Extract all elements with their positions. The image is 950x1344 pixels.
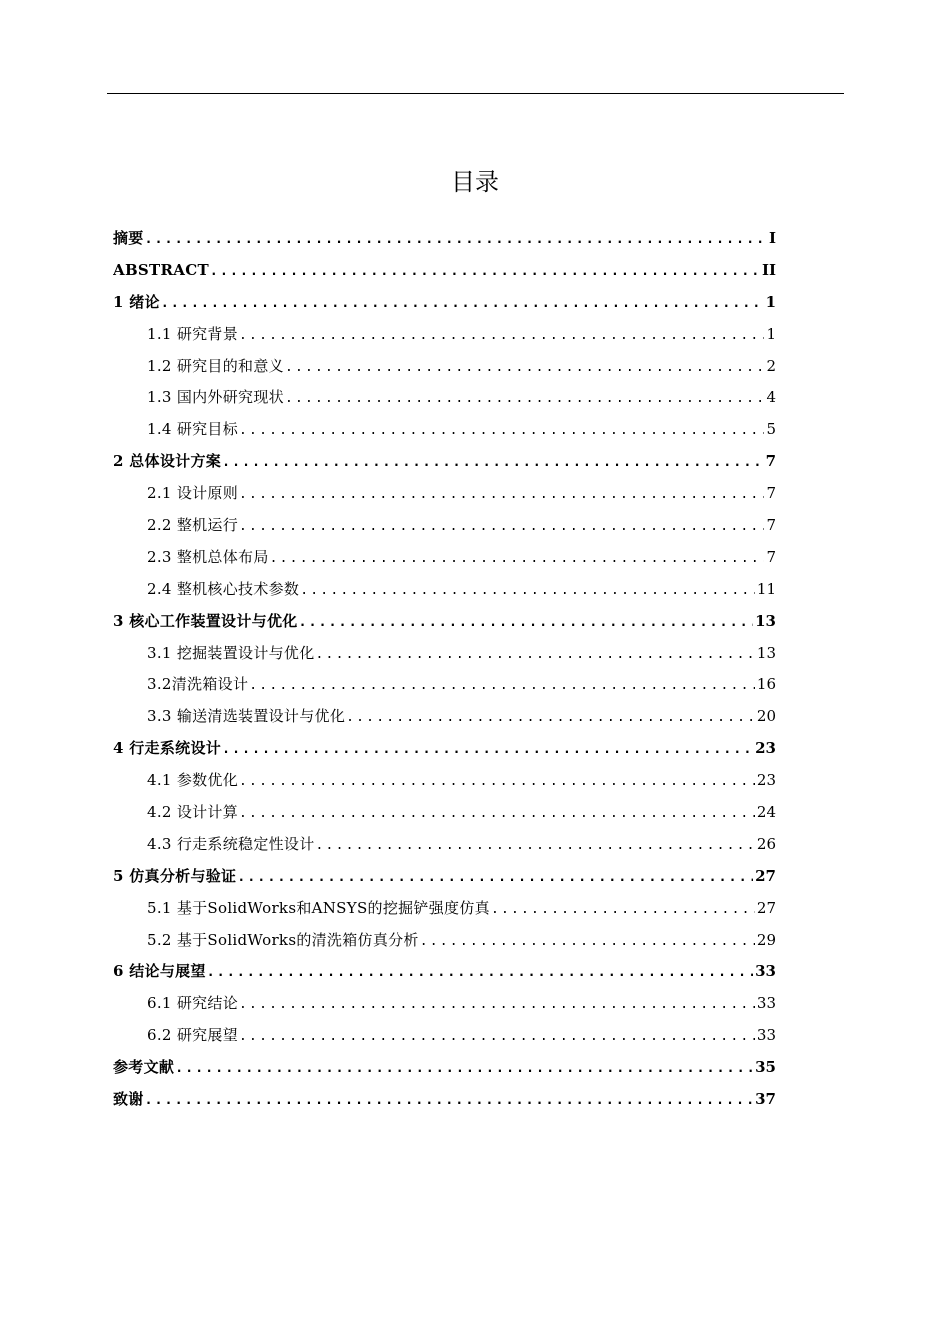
toc-dot-leader [239,798,755,829]
toc-entry-page: 1 [765,292,776,311]
toc-entry-page: 33 [755,962,776,981]
toc-entry-label: 3.1 挖掘装置设计与优化 [147,643,315,662]
toc-entry-page: 23 [755,739,776,758]
toc-entry[interactable] [113,829,776,861]
toc-entry[interactable] [113,223,776,255]
toc-entry-label: 5 仿真分析与验证 [113,866,237,885]
toc-entry[interactable] [113,1020,776,1052]
toc-entry-label: 2.1 设计原则 [147,484,239,503]
toc-entry-label: 4 行走系统设计 [113,739,222,758]
toc-entry-page: 26 [756,834,776,853]
toc-dot-leader [239,766,755,797]
toc-dot-leader [145,224,767,255]
toc-entry-label: 3 核心工作装置设计与优化 [113,611,298,630]
toc-dot-leader [175,1053,753,1084]
toc-entry-page: 33 [756,1026,776,1045]
toc-entry-page: 16 [756,675,776,694]
toc-dot-leader [420,926,755,957]
toc-entry[interactable] [113,638,776,670]
toc-entry-page: 7 [765,452,776,471]
toc-entry[interactable] [113,893,776,925]
toc-entry[interactable] [113,574,776,606]
toc-entry-label: 1.3 国内外研究现状 [147,388,284,407]
toc-dot-leader [237,862,753,893]
toc-entry-label: 4.3 行走系统稳定性设计 [147,834,315,853]
toc-entry-label: 3.3 输送清选装置设计与优化 [147,707,346,726]
toc-entry[interactable] [113,733,776,765]
toc-entry-page: 24 [756,803,776,822]
toc-entry-page: 35 [755,1058,776,1077]
toc-dot-leader [239,1021,755,1052]
toc-entry-label: 参考文献 [113,1058,175,1077]
toc-dot-leader [316,830,755,861]
toc-entry-label: 2.4 整机核心技术参数 [147,579,300,598]
toc-entry[interactable] [113,510,776,542]
toc-entry[interactable] [113,925,776,957]
toc-dot-leader [316,639,755,670]
toc-entry[interactable] [113,701,776,733]
toc-entry-page: 20 [756,707,776,726]
toc-dot-leader [239,415,764,446]
toc-entry[interactable] [113,669,776,701]
toc-entry[interactable] [113,956,776,988]
toc-entry-label: 致谢 [113,1090,144,1109]
toc-entry-label: ABSTRACT [113,260,209,279]
toc-dot-leader [346,702,755,733]
toc-entry-page: 7 [766,547,776,566]
toc-entry-label: 5.2 基于SolidWorks的清洗箱仿真分析 [147,930,419,949]
toc-dot-leader [210,256,760,287]
toc-entry-page: I [768,229,776,247]
toc-entry-label: 4.2 设计计算 [147,803,239,822]
toc-entry-page: 27 [756,898,776,917]
toc-entry[interactable] [113,797,776,829]
toc-entry-page: 5 [766,420,776,439]
toc-entry[interactable] [113,765,776,797]
page-title: 目录 [451,168,499,196]
toc-dot-leader [285,352,765,383]
toc-entry-label: 1.2 研究目的和意义 [147,356,284,375]
toc-entry-page: 11 [756,579,776,598]
toc-entry-label: 1.1 研究背景 [147,324,239,343]
toc-entry[interactable] [113,382,776,414]
toc-dot-leader [299,607,754,638]
toc-entry[interactable] [113,478,776,510]
toc-dot-leader [285,383,765,414]
toc-entry-page: 4 [766,388,776,407]
header-rule [107,93,844,94]
toc-entry[interactable] [113,351,776,383]
toc-entry-page: 27 [755,866,776,885]
toc-entry-page: 33 [756,994,776,1013]
toc-entry[interactable] [113,319,776,351]
toc-dot-leader [207,957,753,988]
toc-entry[interactable] [113,287,776,319]
toc-entry-label: 2 总体设计方案 [113,452,222,471]
toc-dot-leader [161,288,764,319]
toc-entry-page: 7 [766,484,776,503]
toc-entry-label: 2.3 整机总体布局 [147,547,269,566]
toc-entry-label: 1.4 研究目标 [147,420,239,439]
toc-entry-page: 29 [756,930,776,949]
toc-entry-label: 3.2清洗箱设计 [147,675,249,694]
toc-entry[interactable] [113,1084,776,1116]
toc-entry-page: 23 [756,771,776,790]
toc-entry-label: 6.1 研究结论 [147,994,239,1013]
toc-entry-label: 摘要 [113,229,144,247]
toc-entry[interactable] [113,446,776,478]
toc-entry-page: 13 [756,643,776,662]
toc-entry-page: 13 [755,611,776,630]
toc-dot-leader [222,447,764,478]
toc-entry[interactable] [113,1052,776,1084]
toc-entry[interactable] [113,255,776,287]
toc-entry-label: 5.1 基于SolidWorks和ANSYS的挖掘铲强度仿真 [147,898,490,917]
toc-entry-label: 6 结论与展望 [113,962,206,981]
table-of-contents [113,223,776,1116]
toc-entry-page: 2 [766,356,776,375]
toc-entry[interactable] [113,542,776,574]
toc-entry[interactable] [113,861,776,893]
toc-dot-leader [145,1085,754,1116]
toc-dot-leader [491,894,755,925]
toc-entry-label: 6.2 研究展望 [147,1026,239,1045]
toc-entry-page: 7 [766,516,776,535]
toc-entry[interactable] [113,414,776,446]
toc-dot-leader [239,989,755,1020]
toc-dot-leader [270,543,765,574]
toc-entry-label: 2.2 整机运行 [147,516,239,535]
toc-entry-page: 1 [766,324,776,343]
toc-dot-leader [239,320,764,351]
toc-dot-leader [222,734,753,765]
toc-entry-page: II [761,260,776,279]
toc-entry[interactable] [113,988,776,1020]
toc-dot-leader [249,670,755,701]
toc-dot-leader [300,575,755,606]
toc-entry[interactable] [113,606,776,638]
toc-entry-page: 37 [755,1090,776,1109]
toc-dot-leader [239,511,764,542]
toc-dot-leader [239,479,764,510]
toc-entry-label: 4.1 参数优化 [147,771,239,790]
toc-entry-label: 1 绪论 [113,292,160,311]
